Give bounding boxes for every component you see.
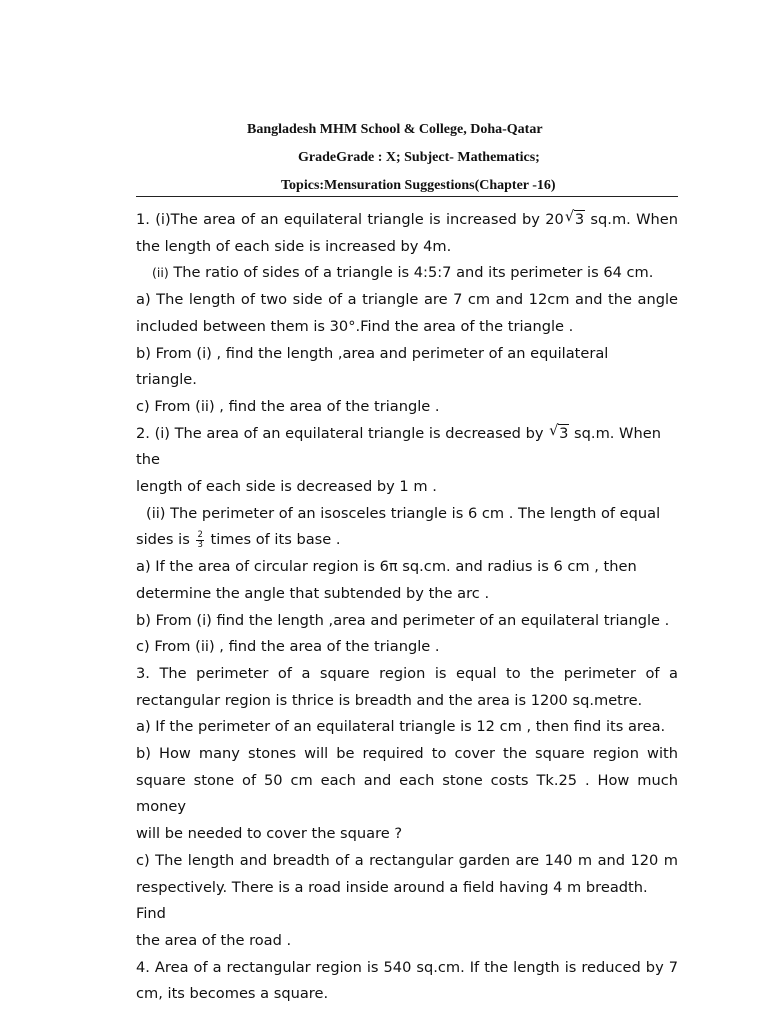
q3-b-line-3: will be needed to cover the square ? — [136, 825, 403, 843]
q4-line-1: 4. Area of a rectangular region is 540 sq.cm. If the length is reduced by 7 — [136, 958, 678, 976]
q3-b-line-2: square stone of 50 cm each and each stone costs Tk.25 . How much money — [136, 771, 678, 816]
q3-line-1: 3. The perimeter of a square region is equal to the perimeter of a — [136, 664, 678, 682]
q1-line-1: 1. (i)The area of an equilateral triangle is increased by 20 √ 3 sq.m. When — [136, 207, 678, 234]
q2-b-line: b) From (i) find the length ,area and perimeter of an equilateral triangle . — [136, 611, 670, 629]
sqrt-symbol: √ 3 — [564, 208, 585, 228]
q3-c-line-2: respectively. There is a road inside around a field having 4 m breadth. Find — [136, 878, 648, 923]
q2-a-line-1: a) If the area of circular region is 6π sq.cm. and radius is 6 cm , then — [136, 558, 637, 576]
topics-line: Topics:Mensuration Suggestions(Chapter -16) — [281, 178, 556, 193]
q1-c-line: c) From (ii) , find the area of the triangle . — [136, 397, 440, 415]
q2-line-1: 2. (i) The area of an equilateral triangle is decreased by √ 3 sq.m. When the — [136, 421, 661, 469]
q3-b-line-1: b) How many stones will be required to cover the square region with — [136, 745, 678, 763]
q3-a-line: a) If the perimeter of an equilateral triangle is 12 cm , then find its area. — [136, 718, 666, 736]
sqrt-symbol: √ 3 — [549, 421, 569, 442]
question-body — [136, 207, 678, 1008]
school-name: Bangladesh MHM School & College, Doha-Qatar — [247, 122, 543, 137]
q1-line-ii: (ii) The ratio of sides of a triangle is 4:5:7 and its perimeter is 64 cm. — [152, 264, 654, 282]
q1-b-line-1: b) From (i) , find the length ,area and perimeter of an equilateral — [136, 344, 609, 362]
header-divider — [136, 196, 678, 197]
q1-b-line-2: triangle. — [136, 371, 197, 389]
q2-line-2: length of each side is decreased by 1 m . — [136, 478, 437, 496]
q2-line-ii: (ii) The perimeter of an isosceles triangle is 6 cm . The length of equal — [146, 504, 661, 522]
q1-a-line-1: a) The length of two side of a triangle are 7 cm and 12cm and the angle — [136, 291, 678, 309]
q2-a-line-2: determine the angle that subtended by the arc . — [136, 584, 490, 602]
q3-c-line-3: the area of the road . — [136, 931, 292, 949]
q2-line-ii-2: sides is $\frac{2}{3}$ times of its base . — [136, 529, 341, 550]
q1-line-2: the length of each side is increased by 4m. — [136, 237, 452, 255]
grade-subject: GradeGrade : X; Subject- Mathematics; — [298, 150, 540, 165]
q2-c-line: c) From (ii) , find the area of the triangle . — [136, 638, 440, 656]
fraction: $\frac{2}{3}$ — [197, 529, 203, 550]
q3-line-2: rectangular region is thrice is breadth and the area is 1200 sq.metre. — [136, 691, 643, 709]
q1-a-line-2: included between them is 30°.Find the area of the triangle . — [136, 317, 574, 335]
q4-line-2: cm, its becomes a square. — [136, 985, 329, 1003]
q3-c-line-1: c) The length and breadth of a rectangular garden are 140 m and 120 m — [136, 851, 678, 869]
